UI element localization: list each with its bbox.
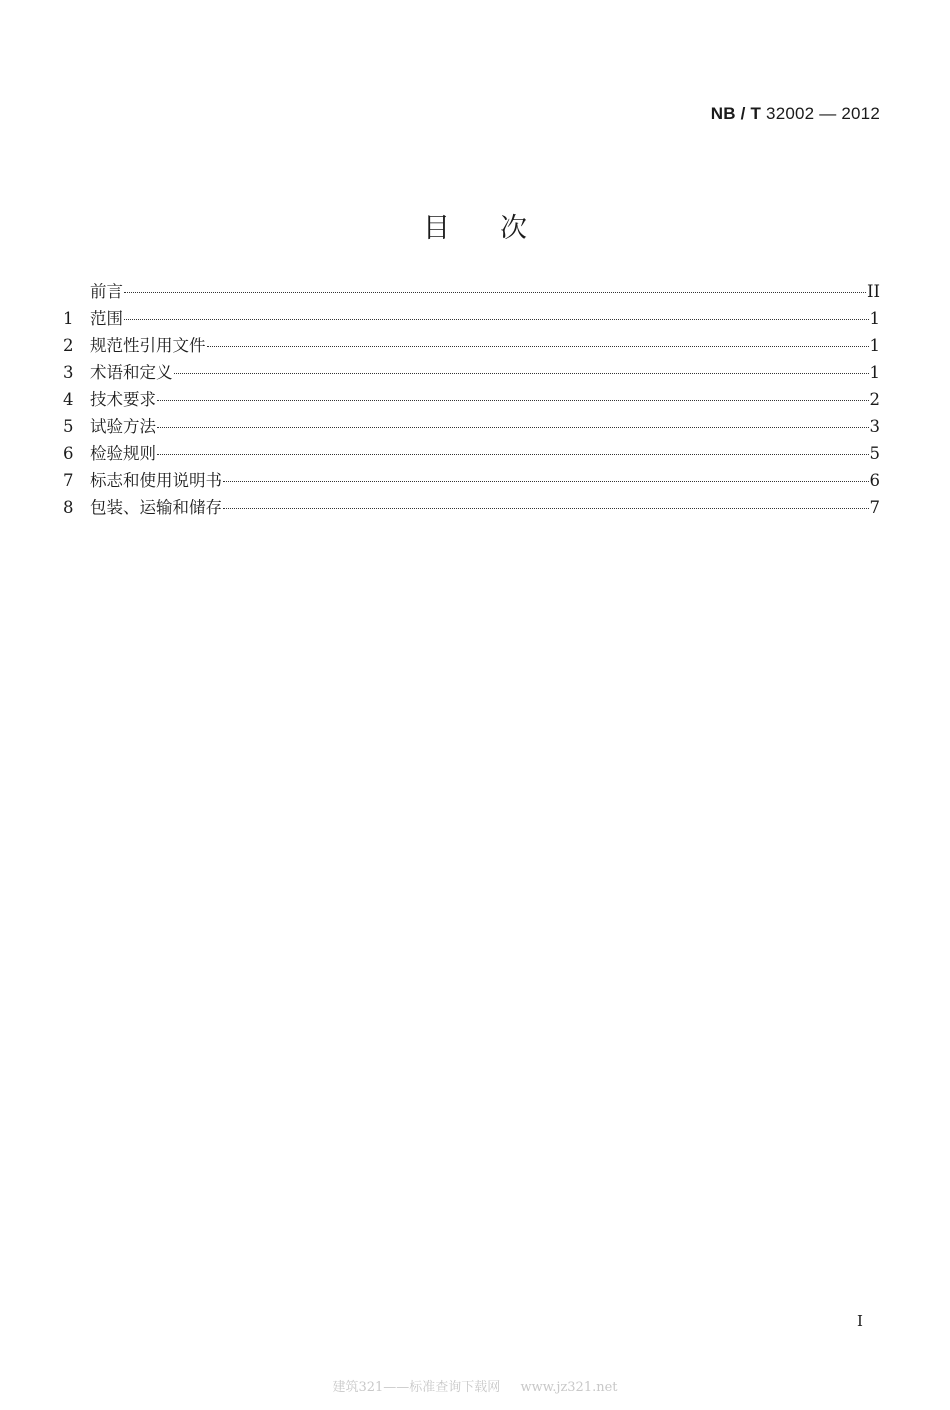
toc-leader-dots (157, 427, 869, 428)
toc-entry-packaging-storage[interactable] (63, 494, 880, 521)
toc-entry-technical-requirements[interactable] (63, 386, 880, 413)
toc-entry-label: 规范性引用文件 (90, 336, 206, 355)
toc-leader-dots (223, 508, 869, 509)
page-number: I (857, 1312, 863, 1330)
toc-entry-label: 前言 (90, 282, 123, 301)
standard-code (711, 104, 880, 124)
toc-entry-page: II (866, 282, 880, 301)
toc-entry-foreword[interactable] (63, 278, 880, 305)
toc-entry-label: 检验规则 (90, 444, 156, 463)
toc-entry-number: 6 (63, 444, 74, 463)
toc-entry-number: 2 (63, 336, 74, 355)
toc-entry-number: 7 (63, 471, 74, 490)
toc-entry-label: 包装、运输和储存 (90, 498, 222, 517)
toc-leader-dots (207, 346, 869, 347)
toc-entry-number: 4 (63, 390, 74, 409)
toc-entry-marking-instructions[interactable] (63, 467, 880, 494)
toc-entry-page: 1 (869, 336, 880, 355)
toc-entry-number: 3 (63, 363, 74, 382)
toc-entry-terms-definitions[interactable] (63, 359, 880, 386)
toc-entry-page: 5 (869, 444, 880, 463)
toc-entry-number: 8 (63, 498, 74, 517)
toc-entry-label: 术语和定义 (90, 363, 173, 382)
toc-entry-label: 技术要求 (90, 390, 156, 409)
toc-entry-number: 1 (63, 309, 74, 328)
toc-entry-page: 2 (869, 390, 880, 409)
toc-entry-page: 3 (869, 417, 880, 436)
watermark (0, 1376, 950, 1395)
toc-entry-page: 7 (869, 498, 880, 517)
toc-entry-scope[interactable] (63, 305, 880, 332)
watermark-text: 建筑321——标准查询下载网 (332, 1380, 501, 1395)
toc-leader-dots (124, 292, 866, 293)
toc-leader-dots (157, 400, 869, 401)
toc-entry-normative-references[interactable] (63, 332, 880, 359)
toc-leader-dots (157, 454, 869, 455)
toc-leader-dots (124, 319, 869, 320)
standard-number: 32002 — 2012 (766, 104, 880, 123)
toc-entry-label: 试验方法 (90, 417, 156, 436)
toc-entry-label: 标志和使用说明书 (90, 471, 222, 490)
toc-entry-page: 1 (869, 309, 880, 328)
toc-entry-page: 1 (869, 363, 880, 382)
watermark-url: www.jz321.net (520, 1380, 618, 1395)
toc-entry-number: 5 (63, 417, 74, 436)
toc-entry-label: 范围 (90, 309, 123, 328)
page-title: 目次 (423, 213, 577, 245)
toc-leader-dots (174, 373, 869, 374)
toc-entry-page: 6 (869, 471, 880, 490)
standard-prefix: NB / T (710, 104, 762, 123)
toc-leader-dots (223, 481, 869, 482)
toc-entry-inspection-rules[interactable] (63, 440, 880, 467)
toc-entry-test-methods[interactable] (63, 413, 880, 440)
table-of-contents (63, 278, 880, 521)
